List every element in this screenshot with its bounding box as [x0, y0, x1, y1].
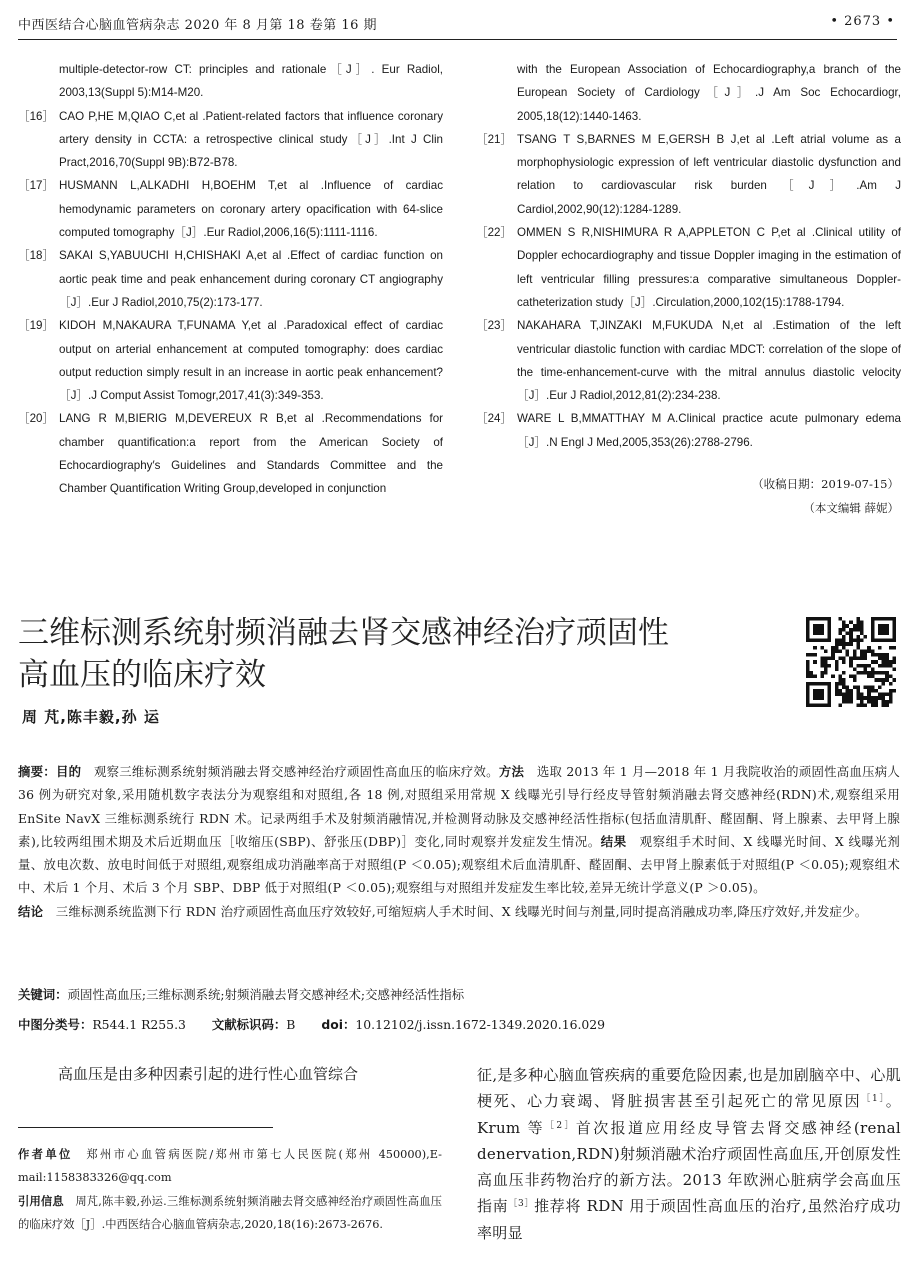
reference-item	[476, 221, 901, 314]
author-unit	[18, 1143, 442, 1190]
reference-text: HUSMANN L,ALKADHI H,BOEHM T,et al .Influence of cardiac hemodynamic parameters on coronary artery opacification with 64-slice computed tomography［J］.Eur Radiol,2006,16(5):1111-1116.	[59, 179, 443, 240]
classification-line	[18, 1015, 900, 1033]
citation-info-text: 周芃,陈丰毅,孙运.三维标测系统射频消融去肾交感神经治疗顽固性高血压的临床疗效［J］.中西医结合心脑血管病杂志,2020,18(16):2673-2676.	[18, 1194, 442, 1231]
reference-item	[476, 128, 901, 221]
reference-number: ［19］	[18, 319, 55, 333]
reference-list-left	[18, 58, 443, 501]
reference-text: TSANG T S,BARNES M E,GERSH B J,et al .Left atrial volume as a morphophysiologic expression of left ventricular diastolic dysfunction and relation to cardiovascular risk burden［J］.Am J Cardiol,2002,90(12):1284-1289.	[517, 132, 901, 216]
objective-text: 观察三维标测系统射频消融去肾交感神经治疗顽固性高血压的临床疗效。	[93, 764, 499, 779]
reference-item	[476, 314, 901, 407]
reference-item	[18, 244, 443, 314]
citation-info-label: 引用信息	[18, 1194, 64, 1208]
abstract	[18, 760, 900, 923]
article-authors: 周 芃,陈丰毅,孙 运	[22, 708, 160, 726]
article-title	[18, 612, 788, 696]
body-text-part-4: 推荐将 RDN 用于顽固性高血压的治疗,虽然治疗成功率明显	[477, 1197, 901, 1242]
doi-label: doi：	[321, 1017, 356, 1032]
received-date: （收稿日期：2019-07-15）	[752, 477, 899, 491]
reference-text: multiple-detector-row CT: principles and rationale［J］. Eur Radiol, 2003,13(Suppl 5):M14-M20.	[59, 63, 443, 100]
doi-value: 10.12102/j.issn.1672-1349.2020.16.029	[355, 1017, 606, 1032]
reference-text: WARE L B,MMATTHAY M A.Clinical practice acute pulmonary edema［J］.N Engl J Med,2005,353(26):2788-2796.	[517, 412, 901, 449]
reference-number: ［20］	[18, 412, 55, 426]
keywords-text: 顽固性高血压;三维标测系统;射频消融去肾交感神经术;交感神经活性指标	[67, 987, 465, 1002]
reference-number: ［22］	[476, 226, 513, 240]
reference-text: LANG R M,BIERIG M,DEVEREUX R B,et al .Recommendations for chamber quantification:a report from the American Society of Echocardiography′s Guidelines and Standards Committee and the Chamber Quantification Writing Group,developed in conjunction	[59, 412, 443, 496]
header-divider	[18, 39, 897, 40]
article-title-line-2: 高血压的临床疗效	[18, 657, 266, 693]
conclusion-label: 结论	[18, 903, 44, 919]
body-text-part-1: 征,是多种心脑血管疾病的重要危险因素,也是加剧脑卒中、心肌梗死、心力衰竭、肾脏损害甚至引起死亡的常见原因	[477, 1066, 901, 1111]
reference-item	[18, 407, 443, 500]
citation-ref-3: ［3］	[508, 1199, 535, 1210]
conclusion-text: 三维标测系统监测下行 RDN 治疗顽固性高血压疗效较好,可缩短病人手术时间、X 线曝光时间与剂量,同时提高消融成功率,降压疗效好,并发症少。	[55, 903, 868, 919]
reference-number: ［18］	[18, 249, 55, 263]
reference-item	[18, 314, 443, 407]
editor-note: （本文编辑 薛妮）	[803, 501, 899, 515]
reference-number: ［24］	[476, 412, 513, 426]
methods-label: 方法	[498, 764, 525, 779]
keywords	[18, 985, 900, 1003]
citation-ref-2: ［2］	[544, 1120, 576, 1131]
doc-code-value: B	[286, 1017, 296, 1032]
methods-text: 选取 2013 年 1 月—2018 年 1 月我院收治的顽固性高血压病人 36 例为研究对象,采用随机数字表法分为观察组和对照组,各 18 例,对照组采用常规 X 线曝光引导行经皮导管射频消融去肾交感神经(RDN)术,观察组采用 EnSite NavX 三维标测系统行 RDN 术。记录两组手术及射频消融情况,并检测肾动脉及交感神经活性指标(包括血清肌酐、醛固酮、肾上腺素、去甲肾上腺素),比较两组围术期及术后近期血压［收缩压(SBP)、舒张压(DBP)］变化,同时观察并发症发生情况。	[18, 764, 900, 849]
footnote-divider	[18, 1127, 273, 1128]
citation-ref-1: ［1］	[861, 1094, 886, 1105]
footnote	[18, 1143, 442, 1236]
reference-item	[18, 105, 443, 175]
author-unit-label: 作者单位	[18, 1148, 73, 1161]
reference-item	[18, 58, 443, 105]
reference-number: ［23］	[476, 319, 513, 333]
reference-text: SAKAI S,YABUUCHI H,CHISHAKI A,et al .Effect of cardiac function on aortic peak time and peak enhancement during coronary CT angiography［J］.Eur J Radiol,2010,75(2):173-177.	[59, 249, 443, 309]
reference-number: ［17］	[18, 179, 55, 193]
reference-text: OMMEN S R,NISHIMURA R A,APPLETON C P,et al .Clinical utility of Doppler echocardiography and tissue Doppler imaging in the estimation of left ventricular filling pressures:a comparative simultaneous Doppler-catheterization study［J］.Circulation,2000,102(15):1788-1794.	[517, 226, 901, 309]
keywords-label: 关键词：	[18, 987, 68, 1002]
reference-number: ［21］	[476, 132, 513, 146]
reference-text: KIDOH M,NAKAURA T,FUNAMA Y,et al .Paradoxical effect of cardiac output on arterial enhancement at computed tomography: does cardiac output reduction simply result in an increase in aortic peak enhancement?［J］.J Comput Assist Tomogr,2017,41(3):349-353.	[59, 319, 443, 403]
journal-header: 中西医结合心脑血管病杂志 2020 年 8 月第 18 卷第 16 期	[18, 18, 377, 33]
citation-info	[18, 1190, 442, 1237]
body-text-right	[477, 1062, 901, 1246]
doc-code-label: 文献标识码：	[211, 1017, 287, 1032]
author-unit-text: 郑州市心血管病医院/郑州市第七人民医院(郑州 450000),E-mail:1158383326@qq.com	[18, 1148, 442, 1185]
body-text-left: 高血压是由多种因素引起的进行性心血管综合	[58, 1065, 359, 1083]
reference-item	[18, 174, 443, 244]
reference-text: NAKAHARA T,JINZAKI M,FUKUDA N,et al .Estimation of the left ventricular diastolic function with cardiac MDCT: correlation of the slope of the time-enhancement-curve with the mitral annulus diastolic velocity［J］.Eur J Radiol,2012,81(2):234-238.	[517, 319, 901, 403]
reference-text: CAO P,HE M,QIAO C,et al .Patient-related factors that influence coronary artery density in CCTA: a retrospective clinical study［J］.Int J Clin Pract,2016,70(Suppl 9B):B72-B78.	[59, 109, 443, 170]
reference-number: ［16］	[18, 109, 55, 123]
reference-item	[476, 407, 901, 454]
abstract-label: 摘要：	[18, 764, 56, 779]
reference-text: with the European Association of Echocardiography,a branch of the European Society of Cardiology［J］.J Am Soc Echocardiogr, 2005,18(12):1440-1463.	[517, 63, 901, 123]
clc-label: 中图分类号：	[18, 1017, 93, 1032]
reference-item	[476, 58, 901, 128]
objective-label: 目的	[55, 764, 82, 779]
body-text-part-3: 首次报道应用经皮导管去肾交感神经(renal denervation,RDN)射频消融术治疗顽固性高血压,开创原发性高血压非药物治疗的新方法。2013 年欧洲心脏病学会高血压指南	[477, 1118, 901, 1216]
reference-list-right	[476, 58, 901, 454]
results-text: 观察组手术时间、X 线曝光时间、X 线曝光剂量、放电次数、放电时间低于对照组,观察组成功消融率高于对照组(P ＜0.05);观察组术后血清肌酐、醛固酮、去甲肾上腺素低于对照组(P ＜0.05);观察组术中、术后 1 个月、术后 3 个月 SBP、DBP 低于对照组(P ＜0.05);观察组与对照组并发症发生率比较,差异无统计学意义(P ＞0.05)。	[18, 833, 901, 896]
results-label: 结果	[600, 833, 627, 849]
qr-code-icon	[806, 617, 896, 707]
article-title-line-1: 三维标测系统射频消融去肾交感神经治疗顽固性	[18, 615, 669, 651]
page-number: • 2673 •	[830, 14, 895, 29]
clc-value: R544.1 R255.3	[92, 1017, 186, 1032]
body-text-part-2: 。Krum 等	[477, 1092, 901, 1137]
